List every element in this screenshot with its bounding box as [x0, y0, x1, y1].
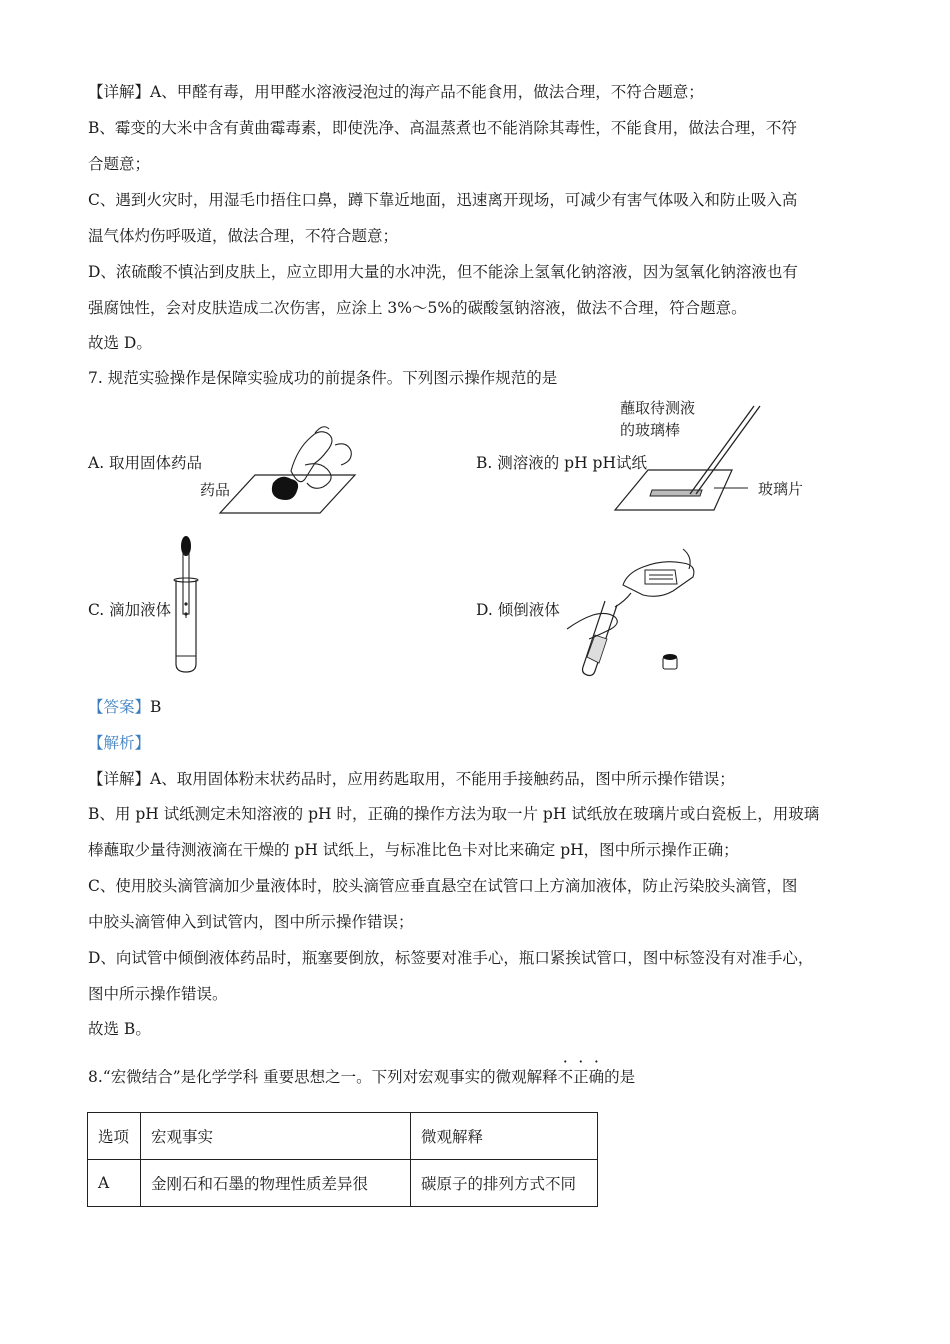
- figure-a-drug-label: 药品: [200, 481, 231, 499]
- figure-c-dropper: [168, 534, 208, 674]
- q8-emphasis-char: 正: [573, 1068, 589, 1086]
- q7-detail-line: 【详解】A、取用固体粉末状药品时，应用药匙取用，不能用手接触药品，图中所示操作错误；: [88, 770, 735, 788]
- q6-detail-line: 温气体灼伤呼吸道，做法合理，不符合题意；: [88, 227, 399, 245]
- q7-detail-line: D、向试管中倾倒液体药品时，瓶塞要倒放，标签要对准手心，瓶口紧挨试管口，图中标签没有对准手心，: [88, 949, 814, 967]
- figure-b-slide-label: 玻璃片: [758, 480, 804, 498]
- figure-b-ph-paper: [650, 490, 702, 496]
- q7-conclusion: 故选 B。: [88, 1020, 151, 1038]
- q8-emphasis-char: 确: [588, 1068, 605, 1086]
- q7-detail-line: B、用 pH 试纸测定未知溶液的 pH 时，正确的操作方法为取一片 pH 试纸放在玻璃片或白瓷板上，用玻璃: [88, 805, 820, 823]
- q8-stem-text: 8.“宏微结合”是化学学科 重要思想之一。下列对宏观事实的微观解释: [88, 1068, 558, 1086]
- q7-answer: [88, 697, 161, 717]
- figure-b-ph-test: [610, 398, 850, 518]
- table-cell: A: [88, 1160, 141, 1207]
- q7-detail-line: C、使用胶头滴管滴加少量液体时，胶头滴管应垂直悬空在试管口上方滴加液体，防止污染胶头滴管，图: [88, 877, 798, 895]
- q8-stem-end: 的是: [604, 1068, 636, 1086]
- q7-stem: 7. 规范实验操作是保障实验成功的前提条件。下列图示操作规范的是: [88, 369, 558, 387]
- q6-detail-line: 强腐蚀性，会对皮肤造成二次伤害，应涂上 3%～5%的碳酸氢钠溶液，做法不合理，符合题意。: [88, 299, 747, 317]
- figure-a-solid-drug: [195, 415, 375, 525]
- q6-detail-line: C、遇到火灾时，用湿毛巾捂住口鼻，蹲下靠近地面，迅速离开现场，可减少有害气体吸入和防止吸入高: [88, 191, 798, 209]
- table-header-cell: 宏观事实: [141, 1113, 411, 1160]
- table-header-cell: 选项: [88, 1113, 141, 1160]
- figure-d-pouring: [565, 545, 705, 675]
- q6-detail-line: 【详解】A、甲醛有毒，用甲醛水溶液浸泡过的海产品不能食用，做法合理，不符合题意；: [88, 83, 704, 101]
- answer-tag: 【答案】: [88, 698, 151, 716]
- q6-detail-line: 合题意；: [88, 155, 151, 173]
- q6-detail-line: D、浓硫酸不慎沾到皮肤上，应立即用大量的水冲洗，但不能涂上氢氧化钠溶液，因为氢氧化钠溶液也有: [88, 263, 798, 281]
- q7-detail-line: 中胶头滴管伸入到试管内，图中所示操作错误；: [88, 913, 414, 931]
- q7-option-c: C. 滴加液体: [88, 601, 172, 619]
- q7-option-a: A. 取用固体药品: [88, 454, 203, 472]
- table-cell: 金刚石和石墨的物理性质差异很: [141, 1160, 411, 1207]
- figure-b-rod-label-2: 的玻璃棒: [620, 421, 681, 439]
- q8-table: [87, 1112, 598, 1207]
- table-header-row: [88, 1113, 598, 1160]
- table-cell: 碳原子的排列方式不同: [411, 1160, 598, 1207]
- q6-detail-line: B、霉变的大米中含有黄曲霉毒素，即使洗净、高温蒸煮也不能消除其毒性，不能食用，做法合理，不符: [88, 119, 797, 137]
- table-row: [88, 1160, 598, 1207]
- answer-value: B: [150, 698, 162, 716]
- q7-option-b: B. 测溶液的 pH pH试纸: [476, 454, 647, 472]
- figure-b-rod-label-1: 蘸取待测液: [620, 399, 696, 417]
- q7-option-d: D. 倾倒液体: [476, 601, 560, 619]
- table-header-cell: 微观解释: [411, 1113, 598, 1160]
- q8-stem: [88, 1067, 635, 1087]
- q6-conclusion: 故选 D。: [88, 334, 152, 352]
- q7-analysis-tag: 【解析】: [88, 734, 151, 752]
- q8-emphasis-char: 不: [557, 1068, 574, 1086]
- q7-detail-line: 棒蘸取少量待测液滴在干燥的 pH 试纸上，与标准比色卡对比来确定 pH，图中所示操作正确；: [88, 841, 739, 859]
- q7-detail-line: 图中所示操作错误。: [88, 985, 228, 1003]
